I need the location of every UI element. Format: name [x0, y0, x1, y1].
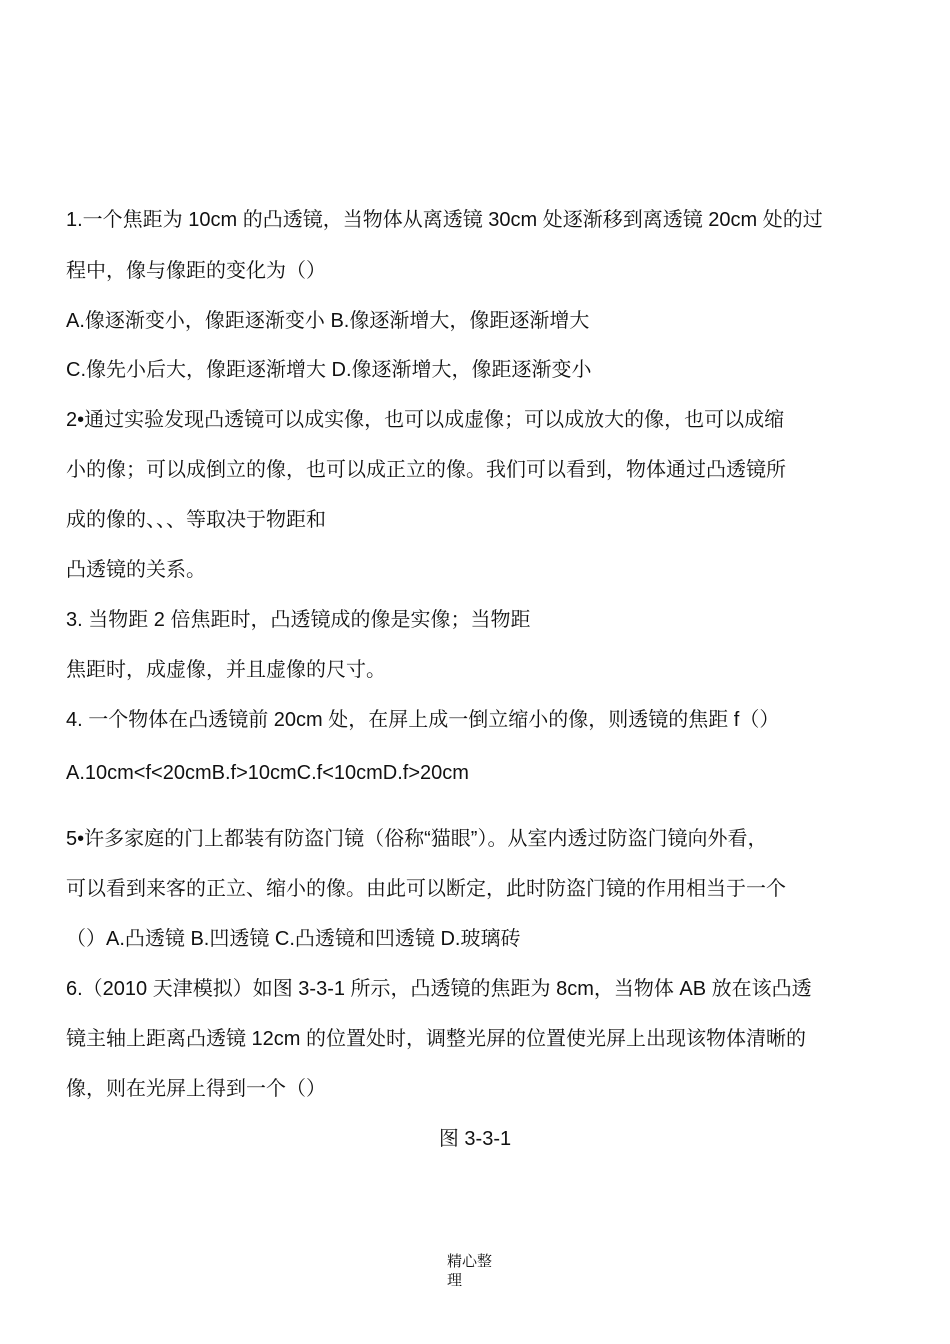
q5-line1: 5•许多家庭的门上都装有防盗门镜（俗称“猫眼”）。从室内透过防盗门镜向外看， [66, 828, 768, 850]
q5-line3: （）A.凸透镜 B.凹透镜 C.凸透镜和凹透镜 D.玻璃砖 [66, 928, 521, 950]
footer-line1: 精心整 [447, 1253, 493, 1270]
q1-line2: 程中，像与像距的变化为（） [66, 260, 326, 282]
q6-line3: 像，则在光屏上得到一个（） [66, 1078, 326, 1100]
q6-line1: 6.（2010 天津模拟）如图 3-3-1 所示，凸透镜的焦距为 8cm，当物体 AB 放在该凸透 [66, 978, 812, 1000]
q3-line1: 3. 当物距 2 倍焦距时，凸透镜成的像是实像；当物距 [66, 609, 531, 631]
q4-line1: 4. 一个物体在凸透镜前 20cm 处，在屏上成一倒立缩小的像，则透镜的焦距 f（） [66, 709, 780, 731]
page-footer [447, 1252, 507, 1290]
q1-line1: 1.一个焦距为 10cm 的凸透镜，当物体从离透镜 30cm 处逐渐移到离透镜 20cm 处的过 [66, 209, 823, 231]
footer-line2: 理 [447, 1272, 463, 1289]
q2-line1: 2•通过实验发现凸透镜可以成实像，也可以成虚像；可以成放大的像，也可以成缩 [66, 409, 785, 431]
q1-options-cd: C.像先小后大，像距逐渐增大 D.像逐渐增大，像距逐渐变小 [66, 359, 592, 381]
q6-line2: 镜主轴上距离凸透镜 12cm 的位置处时，调整光屏的位置使光屏上出现该物体清晰的 [66, 1028, 807, 1050]
q2-line4: 凸透镜的关系。 [66, 559, 206, 581]
figure-caption: 图 3-3-1 [438, 1128, 512, 1150]
q2-line2: 小的像；可以成倒立的像，也可以成正立的像。我们可以看到，物体通过凸透镜所 [66, 459, 786, 481]
q3-line2: 焦距时，成虚像，并且虚像的尺寸。 [66, 659, 386, 681]
q1-options-ab: A.像逐渐变小，像距逐渐变小 B.像逐渐增大，像距逐渐增大 [66, 310, 590, 332]
q5-line2: 可以看到来客的正立、缩小的像。由此可以断定，此时防盗门镜的作用相当于一个 [66, 878, 786, 900]
q2-line3: 成的像的、、、等取决于物距和 [66, 509, 326, 531]
q4-options: A.10cm<f<20cmB.f>10cmC.f<10cmD.f>20cm [66, 762, 469, 784]
